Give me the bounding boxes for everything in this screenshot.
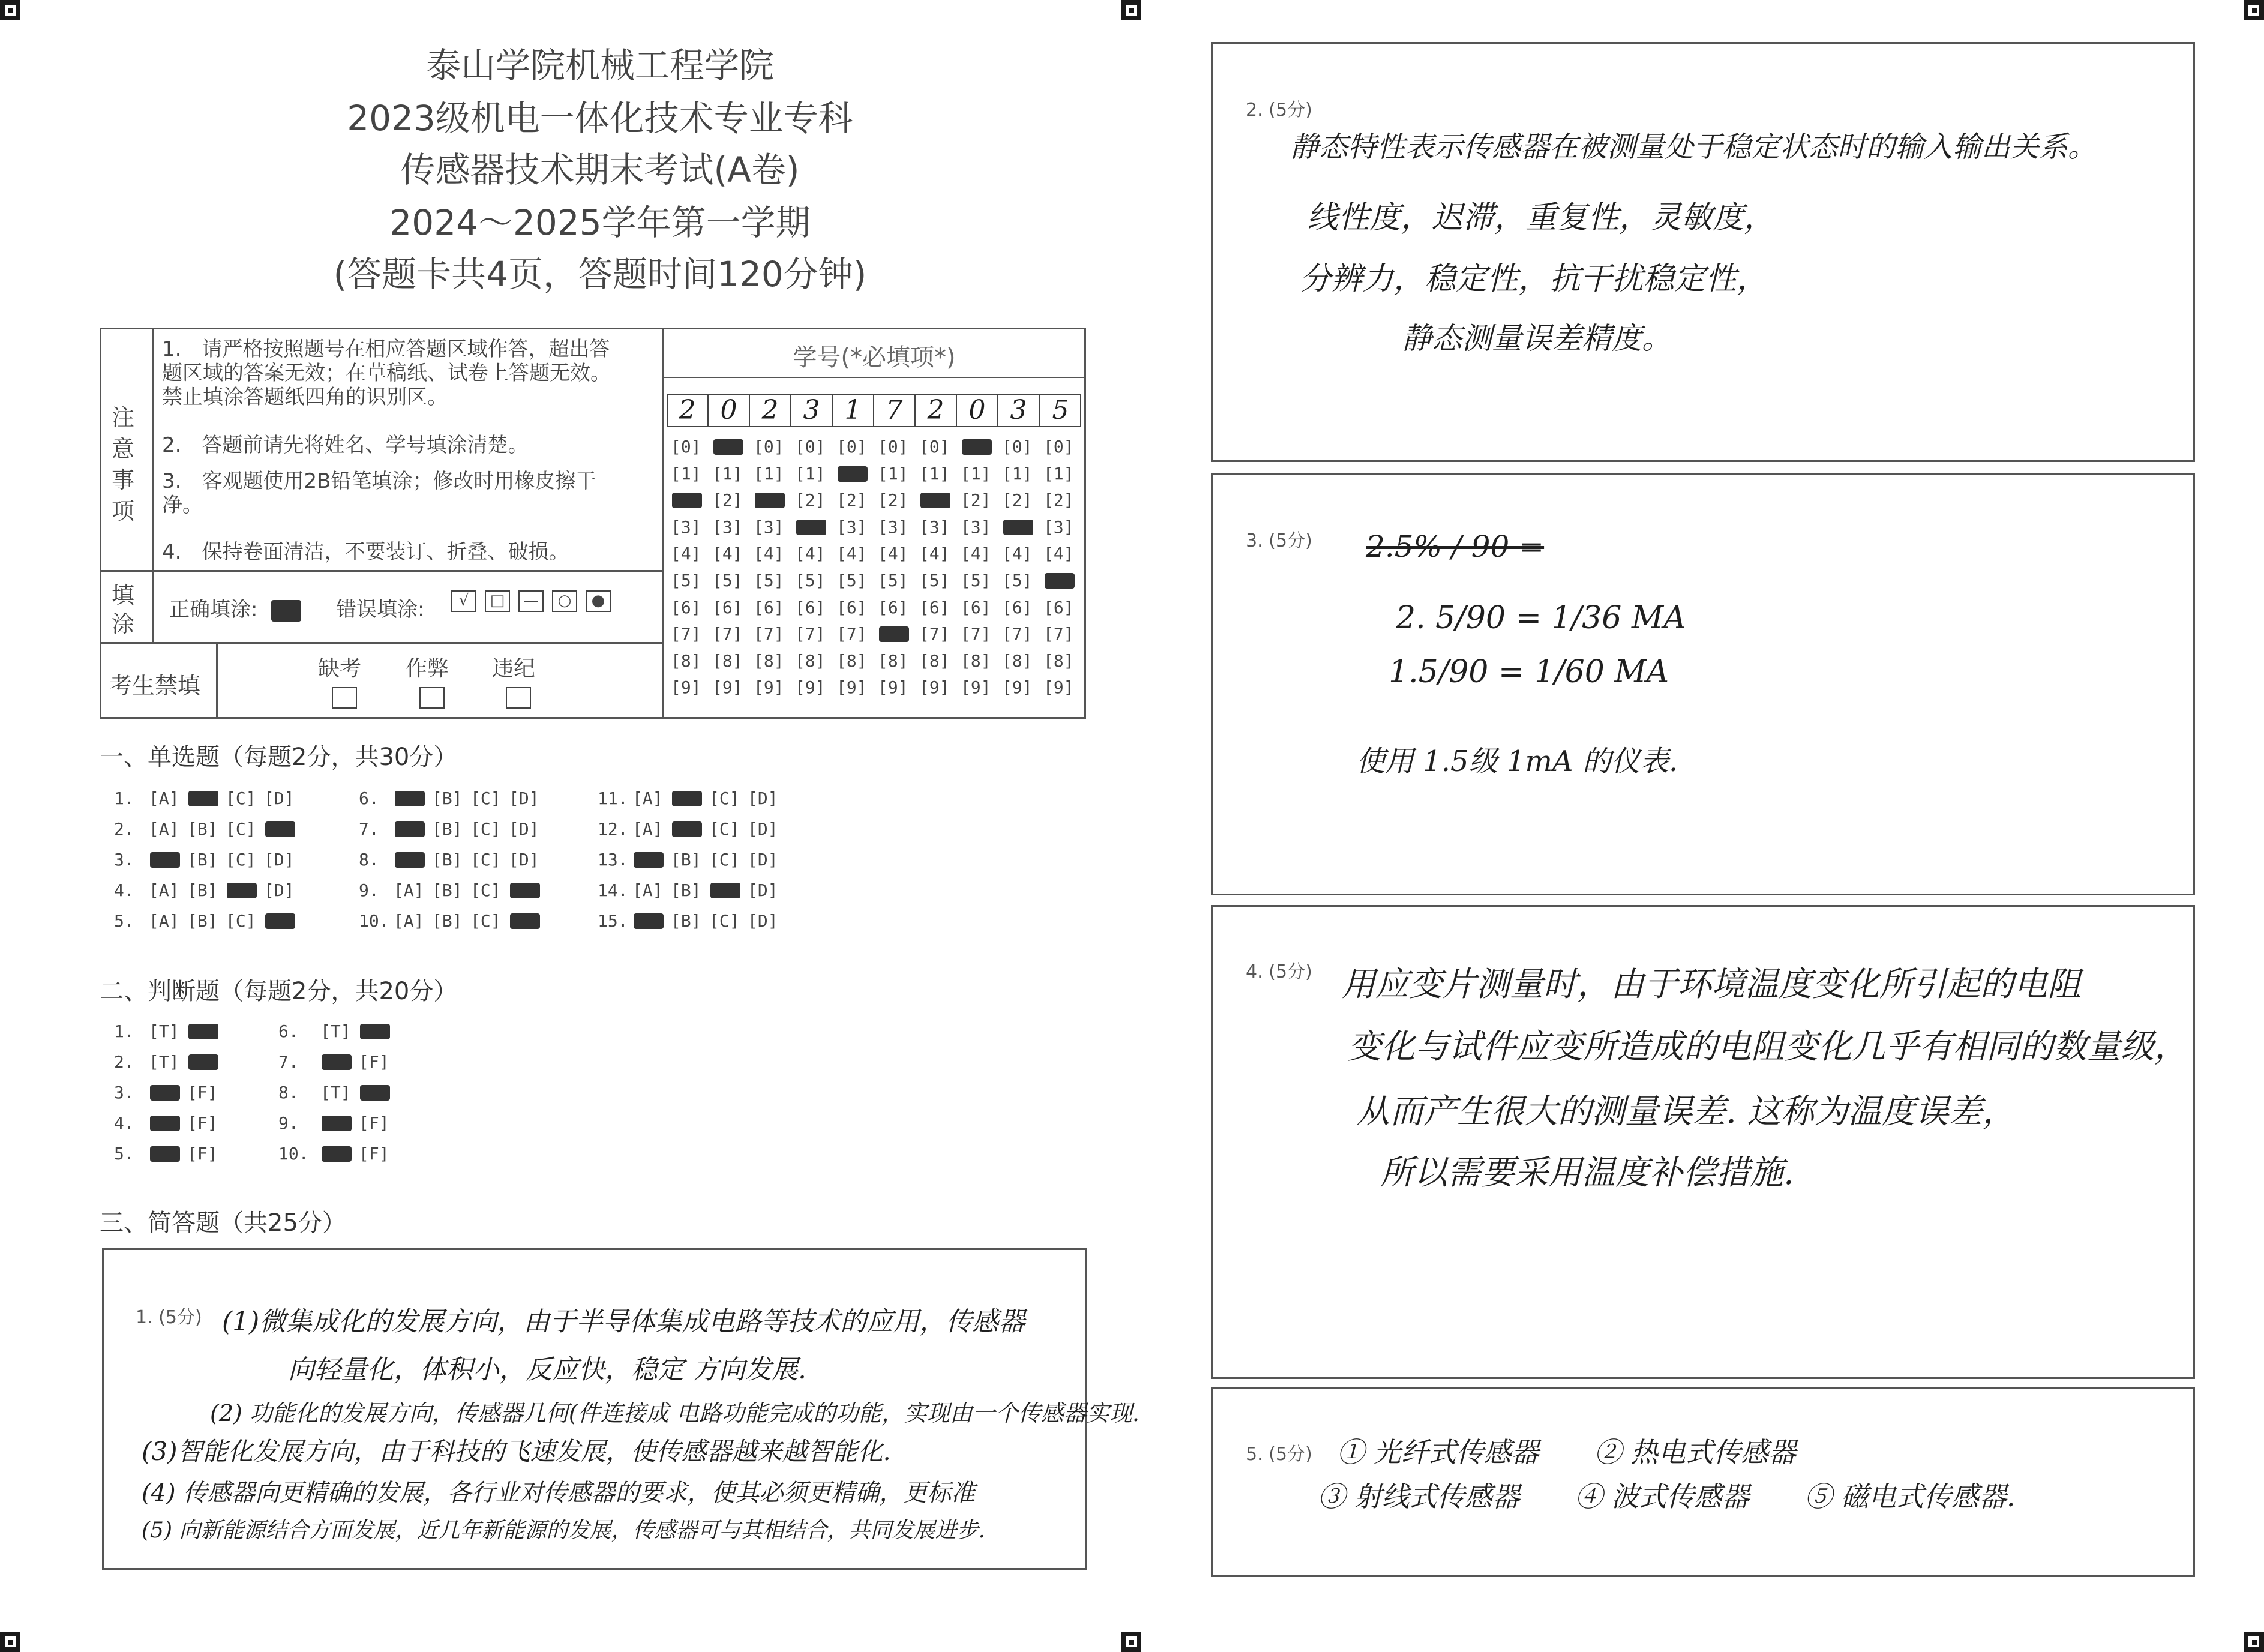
q2-line-3: 分辨力，稳定性，抗干扰稳定性， xyxy=(1300,261,1768,297)
question-number: 13. xyxy=(598,850,628,870)
choice-bubble[interactable]: [C] xyxy=(470,911,501,931)
choice-bubble-filled[interactable] xyxy=(634,913,664,929)
student-id-bubble[interactable]: [2] xyxy=(795,490,826,511)
choice-bubble[interactable]: [B] xyxy=(671,880,701,900)
student-id-bubble[interactable]: [8] xyxy=(712,650,743,671)
student-id-bubble[interactable]: [5] xyxy=(919,571,950,590)
choice-bubble-filled[interactable] xyxy=(634,852,664,868)
student-id-bubble[interactable]: [0] xyxy=(836,437,867,457)
student-id-bubble-filled[interactable] xyxy=(1003,520,1033,535)
student-id-bubble[interactable]: [4] xyxy=(795,544,826,564)
truefalse-bubble[interactable]: [T] xyxy=(320,1021,351,1041)
notice-item-4: 4. 保持卷面清洁，不要装订、折叠、破损。 xyxy=(162,540,569,564)
truefalse-bubble[interactable]: [T] xyxy=(320,1083,351,1102)
student-id-bubble[interactable]: [1] xyxy=(878,463,908,484)
choice-bubble[interactable]: [A] xyxy=(632,880,663,900)
student-id-bubble[interactable]: [6] xyxy=(961,597,991,617)
student-id-bubble[interactable]: [1] xyxy=(1043,463,1074,484)
student-id-bubble[interactable]: [0] xyxy=(671,437,701,457)
student-id-bubble[interactable]: [4] xyxy=(1043,544,1074,564)
question-number: 1. xyxy=(114,788,134,808)
truefalse-bubble-filled[interactable] xyxy=(322,1146,352,1162)
q2-line-1: 静态特性表示传感器在被测量处于稳定状态时的输入输出关系。 xyxy=(1290,130,2097,164)
question-number: 14. xyxy=(598,880,628,900)
truefalse-bubble-filled[interactable] xyxy=(150,1146,180,1162)
wrong-mark-dash: — xyxy=(518,590,544,612)
section3-title: 三、简答题（共25分） xyxy=(100,1209,346,1237)
choice-bubble[interactable]: [D] xyxy=(509,788,539,808)
student-id-bubble-filled[interactable] xyxy=(796,520,826,535)
student-id-bubble[interactable]: [0] xyxy=(1043,437,1074,457)
student-id-bubble[interactable]: [2] xyxy=(878,490,908,511)
choice-bubble[interactable]: [D] xyxy=(748,911,778,931)
student-id-bubble[interactable]: [7] xyxy=(754,624,784,644)
forbidden-violation xyxy=(492,652,535,709)
choice-bubble[interactable]: [A] xyxy=(632,788,663,808)
student-id-digit: 5 xyxy=(1052,395,1069,425)
choice-bubble[interactable]: [D] xyxy=(748,819,778,839)
header-line-4: 2024～2025学年第一学期 xyxy=(389,202,811,243)
q1-label: 1. (5分) xyxy=(136,1307,202,1328)
student-id-bubble[interactable]: [9] xyxy=(712,677,743,698)
forbidden-cheat-box[interactable] xyxy=(419,687,445,709)
student-id-bubble-filled[interactable] xyxy=(672,493,702,508)
student-id-bubble[interactable]: [5] xyxy=(961,571,991,590)
student-id-bubble[interactable]: [9] xyxy=(671,677,701,698)
student-id-bubble[interactable]: [4] xyxy=(919,544,950,564)
student-id-bubble[interactable]: [8] xyxy=(836,650,867,671)
choice-bubble[interactable]: [D] xyxy=(264,880,295,900)
question-number: 8. xyxy=(278,1083,299,1102)
choice-bubble[interactable]: [B] xyxy=(187,850,218,870)
q3-label: 3. (5分) xyxy=(1246,530,1312,551)
truefalse-bubble-filled[interactable] xyxy=(360,1085,390,1101)
truefalse-bubble-filled[interactable] xyxy=(322,1054,352,1070)
student-id-bubble[interactable]: [8] xyxy=(919,650,950,671)
student-id-bubble[interactable]: [1] xyxy=(671,463,701,484)
student-id-digit: 2 xyxy=(750,395,791,426)
student-id-bubble-filled[interactable] xyxy=(962,439,992,455)
choice-bubble-filled[interactable] xyxy=(710,883,740,898)
student-id-bubble[interactable]: [6] xyxy=(754,597,784,617)
correct-fill-sample xyxy=(271,600,301,622)
truefalse-bubble[interactable]: [F] xyxy=(359,1113,389,1133)
question-number: 8. xyxy=(359,850,379,870)
student-id-digit: 1 xyxy=(833,395,874,426)
notice-item-3: 3. 客观题使用2B铅笔填涂；修改时用橡皮擦干净。 xyxy=(162,469,596,517)
section2-title: 二、判断题（每题2分，共20分） xyxy=(100,978,458,1005)
q4-line-1: 用应变片测量时，由于环境温度变化所引起的电阻 xyxy=(1342,965,2081,1004)
choice-bubble[interactable]: [D] xyxy=(264,850,295,870)
student-id-bubble[interactable]: [0] xyxy=(878,437,908,457)
student-id-bubble[interactable]: [4] xyxy=(961,544,991,564)
wrong-fill-samples xyxy=(451,590,619,612)
student-id-bubble[interactable]: [3] xyxy=(671,517,701,537)
truefalse-bubble[interactable]: [F] xyxy=(187,1083,218,1102)
student-id-bubble[interactable]: [8] xyxy=(1002,650,1033,671)
q4-label: 4. (5分) xyxy=(1246,961,1312,982)
student-id-digit: 0 xyxy=(709,395,750,426)
student-id-digit: 0 xyxy=(957,395,998,426)
question-number: 9. xyxy=(359,880,379,900)
question-number: 6. xyxy=(359,788,379,808)
question-number: 2. xyxy=(114,819,134,839)
q4-line-4: 所以需要采用温度补偿措施. xyxy=(1380,1153,1794,1192)
wrong-mark-circle: ○ xyxy=(552,590,577,612)
choice-bubble[interactable]: [A] xyxy=(149,819,179,839)
divider xyxy=(100,570,664,572)
student-id-bubble[interactable]: [8] xyxy=(961,650,991,671)
choice-bubble[interactable]: [A] xyxy=(394,880,424,900)
student-id-bubble[interactable]: [3] xyxy=(919,517,950,537)
choice-bubble-filled[interactable] xyxy=(395,852,425,868)
question-number: 3. xyxy=(114,1083,134,1102)
student-id-bubble-filled[interactable] xyxy=(838,466,868,482)
student-id-bubble[interactable]: [7] xyxy=(1002,624,1033,644)
student-id-bubble[interactable]: [5] xyxy=(1002,571,1033,590)
student-id-bubble[interactable]: [3] xyxy=(961,517,991,537)
student-id-bubble[interactable]: [6] xyxy=(878,597,908,617)
choice-bubble[interactable]: [C] xyxy=(470,880,501,900)
q5-label: 5. (5分) xyxy=(1246,1444,1312,1465)
choice-bubble-filled[interactable] xyxy=(395,791,425,806)
q4-line-3: 从而产生很大的测量误差. 这称为温度误差， xyxy=(1356,1092,2016,1131)
student-id-bubble[interactable]: [8] xyxy=(754,650,784,671)
q1-line-1: (1)微集成化的发展方向，由于半导体集成电路等技术的应用，传感器 xyxy=(222,1306,1025,1337)
student-id-digit: 3 xyxy=(791,395,833,426)
student-id-bubble[interactable]: [4] xyxy=(712,544,743,564)
question-number: 11. xyxy=(598,788,628,808)
student-id-bubble[interactable]: [9] xyxy=(795,677,826,698)
question-number: 12. xyxy=(598,819,628,839)
choice-bubble[interactable]: [D] xyxy=(748,850,778,870)
divider xyxy=(662,377,1086,378)
choice-bubble[interactable]: [B] xyxy=(187,880,218,900)
choice-bubble[interactable]: [A] xyxy=(394,911,424,931)
forbidden-absent-label: 缺考 xyxy=(318,656,362,681)
truefalse-bubble-filled[interactable] xyxy=(322,1116,352,1131)
student-id-bubble[interactable]: [0] xyxy=(1002,437,1033,457)
student-id-bubble[interactable]: [0] xyxy=(919,437,950,457)
choice-bubble[interactable]: [C] xyxy=(709,788,740,808)
choice-bubble[interactable]: [C] xyxy=(709,911,740,931)
student-id-bubble[interactable]: [3] xyxy=(754,517,784,537)
header-line-2: 2023级机电一体化技术专业专科 xyxy=(347,98,853,139)
student-id-bubble[interactable]: [6] xyxy=(712,597,743,617)
q1-line-4: (3)智能化发展方向，由于科技的飞速发展，使传感器越来越智能化. xyxy=(142,1437,891,1466)
student-id-bubble[interactable]: [9] xyxy=(1043,677,1074,698)
choice-bubble-filled[interactable] xyxy=(227,883,257,898)
divider xyxy=(100,642,664,644)
forbidden-cheat xyxy=(406,652,449,709)
q1-line-3: (2) 功能化的发展方向，传感器几何(件连接成 电路功能完成的功能，实现由一个传感器实现. xyxy=(210,1400,1140,1426)
question-number: 7. xyxy=(278,1052,299,1072)
question-number: 3. xyxy=(114,850,134,870)
divider xyxy=(662,328,664,719)
choice-bubble[interactable]: [B] xyxy=(432,880,463,900)
student-id-bubble[interactable]: [1] xyxy=(754,463,784,484)
student-id-bubble[interactable]: [5] xyxy=(671,571,701,590)
question-number: 2. xyxy=(114,1052,134,1072)
student-id-bubble[interactable]: [7] xyxy=(795,624,826,644)
q3-line-3: 使用 1.5级 1mA 的仪表. xyxy=(1356,745,1678,778)
student-id-bubble[interactable]: [6] xyxy=(671,597,701,617)
truefalse-bubble-filled[interactable] xyxy=(360,1024,390,1039)
student-id-bubble[interactable]: [4] xyxy=(754,544,784,564)
truefalse-bubble-filled[interactable] xyxy=(150,1116,180,1131)
student-id-bubble[interactable]: [2] xyxy=(836,490,867,511)
divider xyxy=(152,570,154,642)
section1-title: 一、单选题（每题2分，共30分） xyxy=(100,743,458,771)
q1-line-5: (4) 传感器向更精确的发展，各行业对传感器的要求，使其必须更精确，更标准 xyxy=(142,1479,976,1507)
choice-bubble-filled[interactable] xyxy=(188,791,218,806)
choice-bubble[interactable]: [C] xyxy=(470,788,501,808)
student-id-bubble[interactable]: [7] xyxy=(712,624,743,644)
student-id-bubble[interactable]: [4] xyxy=(878,544,908,564)
choice-bubble-filled[interactable] xyxy=(672,821,702,837)
student-id-bubble[interactable]: [1] xyxy=(712,463,743,484)
student-id-bubble[interactable]: [5] xyxy=(878,571,908,590)
choice-bubble[interactable]: [C] xyxy=(226,819,256,839)
notice-item-1: 1. 请严格按照题号在相应答题区域作答，超出答题区域的答案无效；在草稿纸、试卷上答题无效。禁止填涂答题纸四角的识别区。 xyxy=(162,337,611,409)
truefalse-bubble[interactable]: [F] xyxy=(187,1113,218,1133)
choice-bubble[interactable]: [A] xyxy=(149,911,179,931)
choice-bubble[interactable]: [B] xyxy=(432,819,463,839)
student-id-bubble[interactable]: [1] xyxy=(919,463,950,484)
header-line-1: 泰山学院机械工程学院 xyxy=(425,45,774,86)
choice-bubble-filled[interactable] xyxy=(265,821,295,837)
student-id-bubble[interactable]: [4] xyxy=(671,544,701,564)
student-id-bubble[interactable]: [6] xyxy=(1043,597,1074,617)
q2-label: 2. (5分) xyxy=(1246,100,1312,121)
student-id-bubble[interactable]: [3] xyxy=(1043,517,1074,537)
student-id-bubble[interactable]: [9] xyxy=(836,677,867,698)
student-id-bubble[interactable]: [9] xyxy=(1002,677,1033,698)
q2-line-4: 静态测量误差精度。 xyxy=(1402,321,1672,356)
choice-bubble[interactable]: [C] xyxy=(226,911,256,931)
choice-bubble[interactable]: [C] xyxy=(709,819,740,839)
question-number: 5. xyxy=(114,911,134,931)
student-id-bubble[interactable]: [8] xyxy=(671,650,701,671)
student-id-bubble[interactable]: [6] xyxy=(795,597,826,617)
truefalse-bubble[interactable]: [T] xyxy=(149,1052,179,1072)
student-id-bubble[interactable]: [9] xyxy=(754,677,784,698)
corner-mark-top-left xyxy=(0,0,20,20)
choice-bubble[interactable]: [C] xyxy=(226,850,256,870)
student-id-bubble[interactable]: [9] xyxy=(919,677,950,698)
corner-mark-top-right xyxy=(2244,0,2264,20)
choice-bubble[interactable]: [D] xyxy=(748,880,778,900)
choice-bubble[interactable]: [D] xyxy=(509,850,539,870)
q3-line-1: 2. 5/90 = 1/36 MA xyxy=(1396,600,1686,636)
question-number: 9. xyxy=(278,1113,299,1133)
choice-bubble[interactable]: [B] xyxy=(671,911,701,931)
student-id-bubble[interactable]: [5] xyxy=(754,571,784,590)
q3-struck: 2.5% / 90 = xyxy=(1366,529,1545,564)
question-number: 6. xyxy=(278,1021,299,1041)
student-id-bubble[interactable]: [9] xyxy=(961,677,991,698)
student-id-bubble[interactable]: [8] xyxy=(795,650,826,671)
student-id-bubble[interactable]: [7] xyxy=(836,624,867,644)
truefalse-bubble[interactable]: [F] xyxy=(359,1052,389,1072)
truefalse-bubble-filled[interactable] xyxy=(150,1085,180,1101)
choice-bubble[interactable]: [B] xyxy=(187,819,218,839)
choice-bubble[interactable]: [D] xyxy=(509,819,539,839)
choice-bubble[interactable]: [D] xyxy=(264,788,295,808)
choice-bubble-filled[interactable] xyxy=(510,883,540,898)
choice-bubble[interactable]: [D] xyxy=(748,788,778,808)
corner-mark-bottom-center xyxy=(1121,1632,1141,1652)
choice-bubble[interactable]: [C] xyxy=(470,850,501,870)
choice-bubble[interactable]: [A] xyxy=(632,819,663,839)
choice-bubble[interactable]: [C] xyxy=(470,819,501,839)
student-id-bubble[interactable]: [1] xyxy=(961,463,991,484)
student-id-bubble[interactable]: [6] xyxy=(919,597,950,617)
student-id-bubble[interactable]: [2] xyxy=(712,490,743,511)
student-id-bubble[interactable]: [0] xyxy=(754,437,784,457)
fill-label: 填涂 xyxy=(112,582,135,637)
student-id-bubble-filled[interactable] xyxy=(713,439,743,455)
question-number: 4. xyxy=(114,1113,134,1133)
student-id-bubble[interactable]: [3] xyxy=(712,517,743,537)
choice-bubble-filled[interactable] xyxy=(150,852,180,868)
student-id-digit: 2 xyxy=(916,395,957,426)
divider xyxy=(152,328,154,570)
student-id-bubble[interactable]: [8] xyxy=(1043,650,1074,671)
header-line-5: (答题卡共4页，答题时间120分钟) xyxy=(333,254,867,295)
forbidden-absent xyxy=(318,652,361,709)
notice-item-2: 2. 答题前请先将姓名、学号填涂清楚。 xyxy=(162,433,529,457)
student-id-bubble-filled[interactable] xyxy=(879,626,909,642)
q4-line-2: 变化与试件应变所造成的电阻变化几乎有相同的数量级， xyxy=(1348,1027,2188,1066)
question-number: 4. xyxy=(114,880,134,900)
choice-bubble[interactable]: [B] xyxy=(671,850,701,870)
choice-bubble-filled[interactable] xyxy=(395,821,425,837)
choice-bubble[interactable]: [C] xyxy=(709,850,740,870)
question-number: 7. xyxy=(359,819,379,839)
choice-bubble[interactable]: [B] xyxy=(432,850,463,870)
wrong-mark-dot: ● xyxy=(586,590,611,612)
student-id-bubble[interactable]: [1] xyxy=(795,463,826,484)
wrong-mark-half: □ xyxy=(485,590,510,612)
corner-mark-bottom-right xyxy=(2244,1632,2264,1652)
student-id-bubble[interactable]: [2] xyxy=(1002,490,1033,511)
correct-fill-text: 正确填涂: xyxy=(169,598,258,622)
question-number: 10. xyxy=(359,911,389,931)
truefalse-bubble[interactable]: [F] xyxy=(187,1144,218,1164)
divider xyxy=(216,642,218,719)
student-id-bubble[interactable]: [4] xyxy=(1002,544,1033,564)
header-line-3: 传感器技术期末考试(A卷) xyxy=(400,149,800,190)
choice-bubble[interactable]: [A] xyxy=(149,880,179,900)
student-id-bubble[interactable]: [4] xyxy=(836,544,867,564)
choice-bubble-filled[interactable] xyxy=(672,791,702,806)
student-id-bubble[interactable]: [7] xyxy=(919,624,950,644)
student-id-bubble-filled[interactable] xyxy=(1045,573,1075,589)
truefalse-bubble-filled[interactable] xyxy=(188,1024,218,1039)
choice-bubble-filled[interactable] xyxy=(265,913,295,929)
student-id-bubble[interactable]: [5] xyxy=(795,571,826,590)
question-number: 15. xyxy=(598,911,628,931)
student-id-bubble[interactable]: [7] xyxy=(961,624,991,644)
q1-line-6: (5) 向新能源结合方面发展，近几年新能源的发展，传感器可与其相结合，共同发展进步. xyxy=(142,1518,985,1543)
student-id-bubble[interactable]: [6] xyxy=(836,597,867,617)
student-id-bubble[interactable]: [3] xyxy=(836,517,867,537)
student-id-bubble[interactable]: [0] xyxy=(795,437,826,457)
student-id-title: 学号(*必填项*) xyxy=(793,344,956,371)
forbidden-cheat-label: 作弊 xyxy=(406,656,449,681)
student-id-digit: 2 xyxy=(667,395,709,426)
q5-line-1: ① 光纤式传感器 ② 热电式传感器 xyxy=(1337,1436,1797,1468)
truefalse-bubble[interactable]: [F] xyxy=(359,1144,389,1164)
student-id-bubble[interactable]: [5] xyxy=(836,571,867,590)
student-id-digit: 3 xyxy=(998,395,1040,426)
choice-bubble[interactable]: [A] xyxy=(149,788,179,808)
student-id-bubble[interactable]: [6] xyxy=(1002,597,1033,617)
corner-mark-bottom-left xyxy=(0,1632,20,1652)
forbidden-violation-label: 违纪 xyxy=(492,656,536,681)
question-number: 5. xyxy=(114,1144,134,1164)
question-number: 1. xyxy=(114,1021,134,1041)
choice-bubble-filled[interactable] xyxy=(510,913,540,929)
student-id-bubble[interactable]: [7] xyxy=(671,624,701,644)
student-id-digit: 7 xyxy=(874,395,916,426)
student-id-bubble[interactable]: [2] xyxy=(1043,490,1074,511)
student-id-bubble[interactable]: [8] xyxy=(878,650,908,671)
choice-bubble[interactable]: [B] xyxy=(187,911,218,931)
student-id-bubble-filled[interactable] xyxy=(755,493,785,508)
q5-line-2: ③ 射线式传感器 ④ 波式传感器 ⑤ 磁电式传感器. xyxy=(1318,1480,2016,1513)
corner-mark-top-center xyxy=(1121,0,1141,20)
student-id-bubble[interactable]: [7] xyxy=(1043,624,1074,644)
truefalse-bubble[interactable]: [T] xyxy=(149,1021,179,1041)
correct-fill-label xyxy=(169,593,301,622)
student-id-bubble[interactable]: [3] xyxy=(878,517,908,537)
answer-box-q2 xyxy=(1211,42,2195,462)
student-id-bubble-filled[interactable] xyxy=(920,493,950,508)
notice-label: 注意事项 xyxy=(112,404,135,524)
q3-line-2: 1.5/90 = 1/60 MA xyxy=(1389,654,1669,690)
student-id-bubble[interactable]: [1] xyxy=(1002,463,1033,484)
student-id-bubble[interactable]: [5] xyxy=(712,571,743,590)
truefalse-bubble-filled[interactable] xyxy=(188,1054,218,1070)
student-id-bubble[interactable]: [9] xyxy=(878,677,908,698)
answer-box-q3 xyxy=(1211,473,2195,895)
wrong-mark-check: √ xyxy=(451,590,476,612)
forbidden-absent-box[interactable] xyxy=(332,687,357,709)
question-number: 10. xyxy=(278,1144,309,1164)
wrong-fill-label: 错误填涂: xyxy=(336,598,425,622)
choice-bubble[interactable]: [C] xyxy=(226,788,256,808)
forbidden-label: 考生禁填 xyxy=(109,673,201,699)
student-id-bubble[interactable]: [2] xyxy=(961,490,991,511)
q2-line-2: 线性度，迟滞，重复性，灵敏度， xyxy=(1307,200,1776,236)
choice-bubble[interactable]: [B] xyxy=(432,911,463,931)
forbidden-violation-box[interactable] xyxy=(506,687,531,709)
q1-line-2: 向轻量化，体积小，反应快，稳定 方向发展. xyxy=(288,1354,806,1385)
choice-bubble[interactable]: [B] xyxy=(432,788,463,808)
